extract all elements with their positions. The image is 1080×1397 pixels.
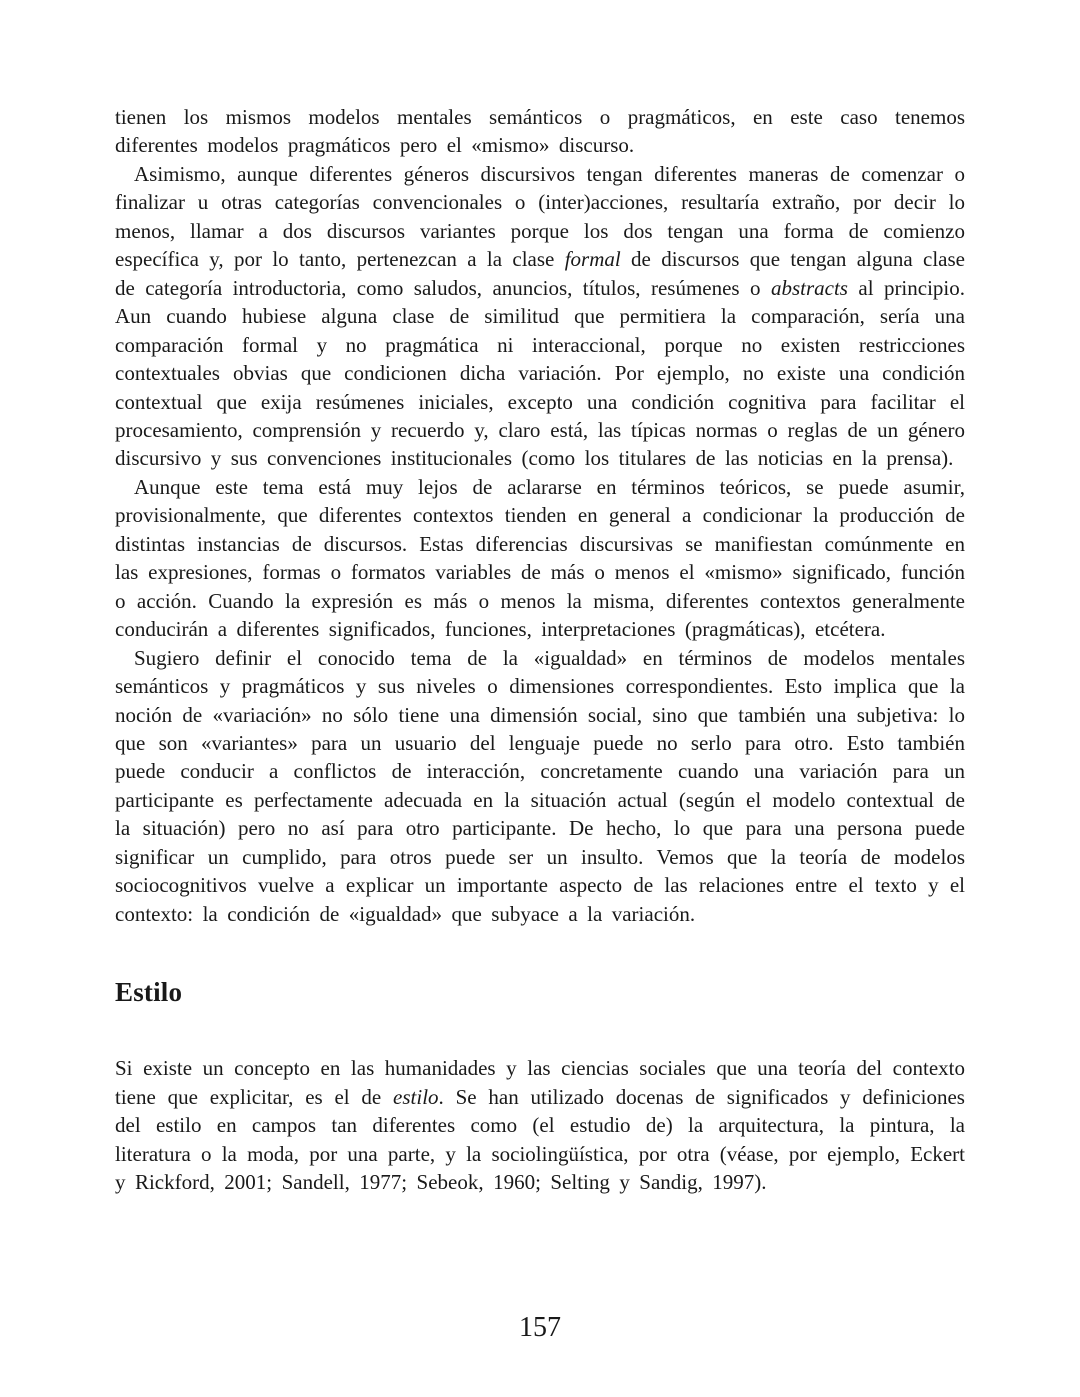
paragraph (115, 160, 965, 473)
text-run: Sugiero definir el conocido tema de la «igualdad» en términos de modelos mentales semánticos y pragmáticos y sus niveles o dimensiones correspondientes. Esto implica que la noción de «variación» no sólo tiene una dimensión social, sino que también una subjetiva: lo que son «variantes» para un usuario del lenguaje puede no serlo para otro. Esto también puede conducir a conflictos de interacción, concretamente cuando una variación para un participante es perfectamente adecuada en la situación actual (según el modelo contextual de la situación) pero no así para otro participante. De hecho, lo que para una persona puede significar un cumplido, para otros puede ser un insulto. Vemos que la teoría de modelos sociocognitivos vuelve a explicar un importante aspecto de las relaciones entre el texto y el contexto: la condición de «igualdad» que subyace a la variación. (115, 645, 965, 926)
text-run: Si existe un concepto en las humanidades y las ciencias sociales que una teoría del contexto tiene que explicitar, es el de (115, 1056, 965, 1109)
page-content (115, 103, 965, 1196)
text-run: tienen los mismos modelos mentales semánticos o pragmáticos, en este caso tenemos diferentes modelos pragmáticos pero el «mismo» discurso. (115, 105, 965, 158)
paragraph (115, 644, 965, 929)
text-run: Asimismo, aunque diferentes géneros discursivos tengan diferentes maneras de comenzar o finalizar u otras categorías convencionales o (inter)acciones, resultaría extraño, por decir lo menos, llamar a dos discursos variantes porque los dos tengan una forma de comienzo específica y, por lo tanto, pertenezcan a la clase (115, 161, 965, 272)
text-run: de discursos que tengan alguna clase de categoría introductoria, como saludos, anuncios, títulos, resúmenes o (115, 247, 965, 300)
text-run: al principio. Aun cuando hubiese alguna clase de similitud que permitiera la comparación, sería una comparación formal y no pragmática ni interaccional, porque no existen restricciones contextuales obvias que condicionen dicha variación. Por ejemplo, no existe una condición contextual que exija resúmenes iniciales, excepto una condición cognitiva para facilitar el procesamiento, comprensión y recuerdo y, claro está, las típicas normas o reglas de un género discursivo y sus convenciones institucionales (como los titulares de las noticias en la prensa). (115, 275, 966, 471)
italic-text-run: formal (564, 247, 621, 272)
text-run: Aunque este tema está muy lejos de aclararse en términos teóricos, se puede asumir, provisionalmente, que diferentes contextos tienden en general a condicionar la producción de distintas instancias de discursos. Estas diferencias discursivas se manifiestan comúnmente en las expresiones, formas o formatos variables de más o menos el «mismo» significado, función o acción. Cuando la expresión es más o menos la misma, diferentes contextos generalmente conducirán a diferentes significados, funciones, interpretaciones (pragmáticas), etcétera. (115, 474, 965, 642)
italic-text-run: abstracts (770, 275, 848, 300)
italic-text-run: estilo (393, 1084, 439, 1109)
text-run: . Se han utilizado docenas de significados y definiciones del estilo en campos tan diferentes como (el estudio de) la arquitectura, la pintura, la literatura o la moda, por una parte, y la sociolingüística, por otra (véase, por ejemplo, Eckert y Rickford, 2001; Sandell, 1977; Sebeok, 1960; Selting y Sandig, 1997). (115, 1084, 965, 1194)
section-heading: Estilo (115, 977, 183, 1008)
page-number: 157 (519, 1312, 561, 1343)
paragraph (115, 1054, 965, 1196)
paragraph (115, 473, 965, 644)
paragraph (115, 103, 965, 160)
